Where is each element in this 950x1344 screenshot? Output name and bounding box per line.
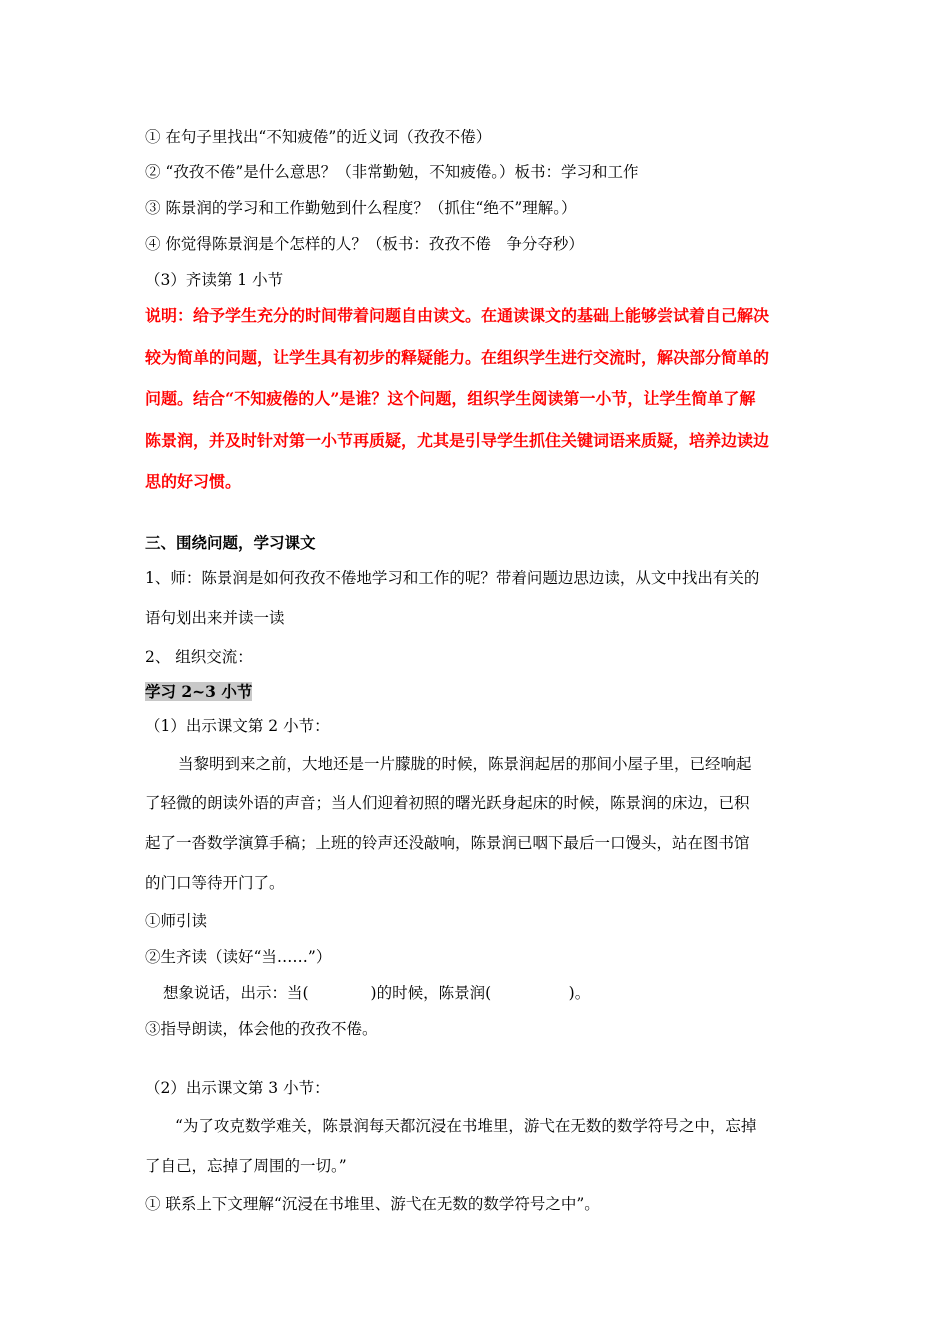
show-section-3: （2）出示课文第 3 小节： <box>145 1079 330 1097</box>
note-line-1: 说明：给予学生充分的时间带着问题自由读文。在通读课文的基础上能够尝试着自己解决 <box>145 306 770 325</box>
note-line-2: 较为简单的问题，让学生具有初步的释疑能力。在组织学生进行交流时，解决部分简单的 <box>145 348 770 367</box>
understand-step: ① 联系上下文理解“沉浸在书堆里、游弋在无数的数学符号之中”。 <box>145 1195 600 1213</box>
teacher-question-line-1: 1、师：陈景润是如何孜孜不倦地学习和工作的呢？带着问题边思边读，从文中找出有关的 <box>145 569 760 587</box>
quote-line-1: “为了攻克数学难关，陈景润每天都沉浸在书堆里，游弋在无数的数学符号之中，忘掉 <box>175 1117 757 1135</box>
imagine-speaking: 想象说话，出示：当( )的时候，陈景润( )。 <box>163 984 591 1002</box>
step-1: ① 在句子里找出“不知疲倦”的近义词（孜孜不倦） <box>145 128 492 146</box>
passage-line-1: 当黎明到来之前，大地还是一片朦胧的时候，陈景润起居的那间小屋子里，已经响起 <box>178 755 752 773</box>
note-line-5: 思的好习惯。 <box>145 472 242 491</box>
quote-line-2: 了自己，忘掉了周围的一切。” <box>145 1157 347 1175</box>
subsection-heading <box>145 682 815 702</box>
passage-line-2: 了轻微的朗读外语的声音；当人们迎着初照的曙光跃身起床的时候，陈景润的床边，已积 <box>145 794 750 812</box>
section-heading: 三、围绕问题，学习课文 <box>145 533 316 552</box>
step-2: ② “孜孜不倦”是什么意思？（非常勤勉，不知疲倦。）板书：学习和工作 <box>145 163 639 181</box>
organize-discussion: 2、 组织交流： <box>145 648 253 666</box>
activity-3: ③指导朗读，体会他的孜孜不倦。 <box>145 1020 378 1038</box>
activity-1: ①师引读 <box>145 912 208 930</box>
note-line-3: 问题。结合“不知疲倦的人”是谁？这个问题，组织学生阅读第一小节，让学生简单了解 <box>145 389 756 408</box>
teacher-question-line-2: 语句划出来并读一读 <box>145 609 285 627</box>
passage-line-3: 起了一沓数学演算手稿；上班的铃声还没敲响，陈景润已咽下最后一口馒头，站在图书馆 <box>145 834 750 852</box>
step-3: ③ 陈景润的学习和工作勤勉到什么程度？（抓住“绝不”理解。） <box>145 199 577 217</box>
activity-2: ②生齐读（读好“当……”） <box>145 948 332 966</box>
step-4: ④ 你觉得陈景润是个怎样的人？（板书：孜孜不倦 争分夺秒） <box>145 235 584 253</box>
read-section-1: （3）齐读第 1 小节 <box>145 271 284 289</box>
passage-line-4: 的门口等待开门了。 <box>145 874 285 892</box>
note-line-4: 陈景润，并及时针对第一小节再质疑，尤其是引导学生抓住关键词语来质疑，培养边读边 <box>145 431 770 450</box>
show-section-2: （1）出示课文第 2 小节： <box>145 717 330 735</box>
highlighted-heading-text: 学习 2~3 小节 <box>145 682 253 701</box>
